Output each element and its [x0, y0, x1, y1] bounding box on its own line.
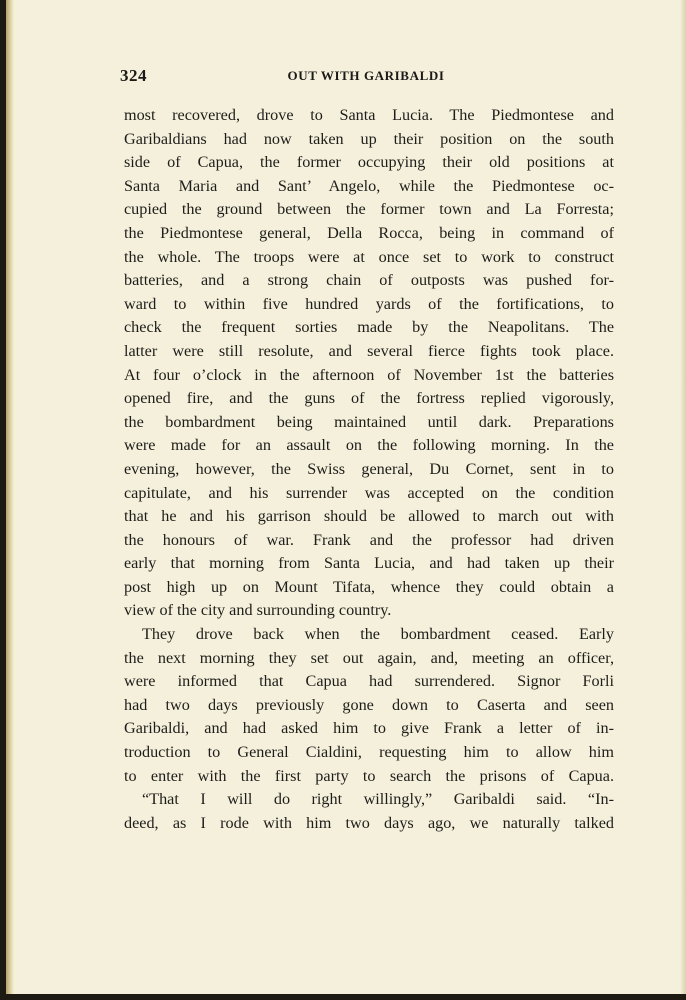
paragraph-1: [124, 104, 614, 623]
text-line: the honours of war. Frank and the professor had driven: [124, 530, 614, 549]
text-line: the whole. The troops were at once set to work to construct: [124, 247, 614, 266]
running-head: OUT WITH GARIBALDI: [287, 68, 445, 83]
text-line: the Piedmontese general, Della Rocca, being in command of: [124, 223, 614, 242]
text-line: early that morning from Santa Lucia, and had taken up their: [124, 554, 614, 573]
paragraph-2: [124, 623, 614, 835]
page-right-edge: [680, 0, 686, 994]
text-line: “That I will do right willingly,” Garibaldi said. “In-: [142, 790, 614, 809]
text-line: side of Capua, the former occupying their old positions at: [124, 153, 614, 172]
book-page: [6, 0, 686, 994]
text-line: post high up on Mount Tifata, whence they could obtain a: [124, 577, 614, 596]
text-line: troduction to General Cialdini, requesting him to allow him: [124, 743, 614, 762]
text-line: check the frequent sorties made by the Neapolitans. The: [124, 318, 614, 337]
text-line: were informed that Capua had surrendered. Signor Forli: [124, 672, 614, 691]
text-line: to enter with the first party to search the prisons of Capua.: [124, 766, 614, 785]
page-header: [120, 66, 612, 90]
text-line: the next morning they set out again, and, meeting an officer,: [124, 648, 614, 667]
body-text: [124, 104, 614, 835]
text-line: cupied the ground between the former town and La Forresta;: [124, 200, 614, 219]
text-line: that he and his garrison should be allowed to march out with: [124, 507, 614, 526]
text-line: They drove back when the bombardment ceased. Early: [142, 625, 614, 644]
text-line: Garibaldi, and had asked him to give Frank a letter of in-: [124, 719, 614, 738]
text-line: most recovered, drove to Santa Lucia. The Piedmontese and: [124, 106, 614, 124]
text-line: the bombardment being maintained until dark. Preparations: [124, 412, 614, 431]
text-line: At four o’clock in the afternoon of November 1st the batteries: [124, 365, 614, 384]
text-line: Santa Maria and Sant’ Angelo, while the Piedmontese oc-: [124, 176, 614, 195]
page-gutter-shadow: [6, 0, 14, 994]
text-line: ward to within five hundred yards of the fortifications, to: [124, 294, 614, 313]
text-line: evening, however, the Swiss general, Du Cornet, sent in to: [124, 459, 614, 478]
text-line: capitulate, and his surrender was accepted on the condition: [124, 483, 614, 502]
text-line: latter were still resolute, and several fierce fights took place.: [124, 341, 614, 360]
text-line: opened fire, and the guns of the fortress replied vigorously,: [124, 389, 614, 408]
page-bottom-edge: [0, 994, 686, 1000]
page-number: 324: [120, 66, 147, 85]
text-line: view of the city and surrounding country.: [124, 601, 392, 620]
text-line: batteries, and a strong chain of outposts was pushed for-: [124, 271, 614, 290]
text-line: were made for an assault on the following morning. In the: [124, 436, 614, 455]
text-line: had two days previously gone down to Caserta and seen: [124, 695, 614, 714]
text-line: deed, as I rode with him two days ago, we naturally talked: [124, 813, 614, 832]
text-line: Garibaldians had now taken up their position on the south: [124, 129, 614, 148]
